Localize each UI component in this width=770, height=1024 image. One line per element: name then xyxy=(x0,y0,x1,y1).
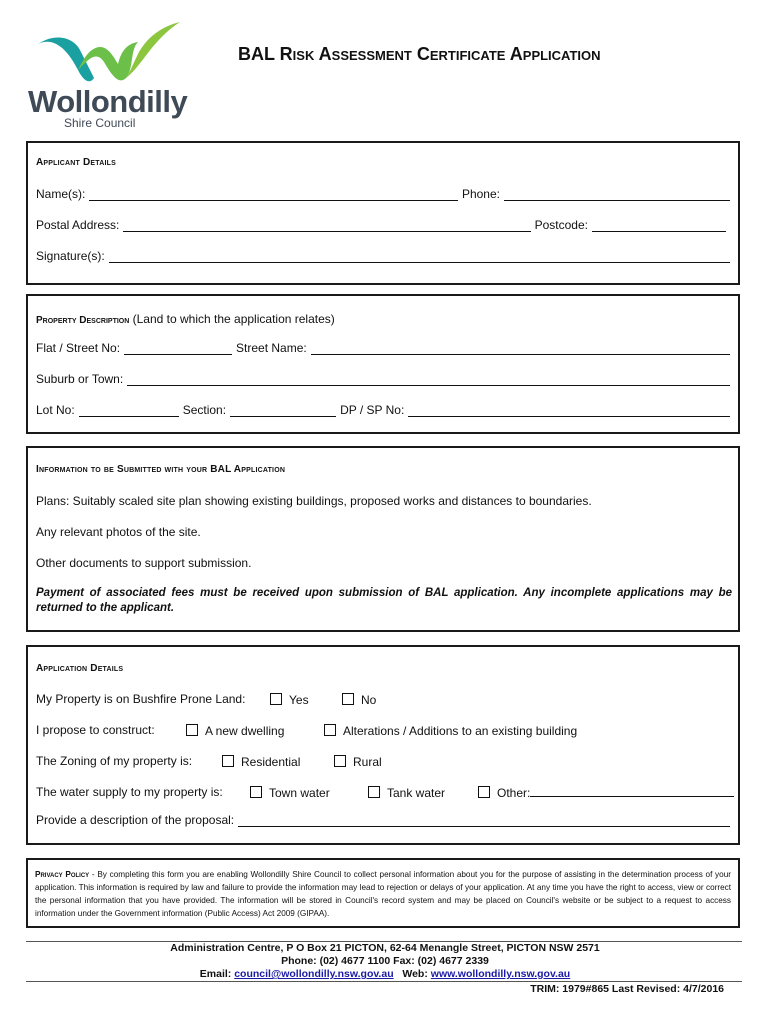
footer-address: Administration Centre, P O Box 21 PICTON, 62-64 Menangle Street, PICTON NSW 2571 xyxy=(170,942,600,954)
construct-question-label: I propose to construct: xyxy=(36,723,155,737)
option-label: No xyxy=(361,693,377,707)
description-label: Provide a description of the proposal: xyxy=(36,813,235,827)
bushfire-question-label: My Property is on Bushfire Prone Land: xyxy=(36,692,246,706)
option-label: Alterations / Additions to an existing building xyxy=(343,724,578,738)
privacy-policy-section xyxy=(26,858,740,928)
street-name-field[interactable] xyxy=(311,342,730,355)
water-other-field[interactable] xyxy=(530,795,734,797)
option-label: Yes xyxy=(289,693,309,707)
construct-new-dwelling-option[interactable] xyxy=(186,723,284,738)
suburb-field[interactable] xyxy=(127,373,730,386)
logo-wave-icon xyxy=(34,20,184,92)
zoning-residential-option[interactable] xyxy=(222,754,300,769)
postcode-field[interactable] xyxy=(592,219,726,232)
suburb-label: Suburb or Town: xyxy=(36,372,124,386)
checkbox-icon[interactable] xyxy=(478,786,490,798)
application-details-heading: Application Details xyxy=(36,663,124,674)
privacy-text xyxy=(35,868,731,920)
bushfire-yes-option[interactable] xyxy=(270,692,309,707)
checkbox-icon[interactable] xyxy=(368,786,380,798)
checkbox-icon[interactable] xyxy=(324,724,336,736)
zoning-rural-option[interactable] xyxy=(334,754,382,769)
checkbox-icon[interactable] xyxy=(334,755,346,767)
email-label: Email: xyxy=(199,968,232,980)
postal-address-label: Postal Address: xyxy=(36,218,120,232)
footer-contact xyxy=(0,968,770,980)
section-label: Section: xyxy=(182,403,227,417)
applicant-details-section xyxy=(26,141,740,285)
property-heading: Property Description xyxy=(36,315,130,326)
option-label: A new dwelling xyxy=(205,724,285,738)
checkbox-icon[interactable] xyxy=(270,693,282,705)
payment-note: Payment of associated fees must be received upon submission of BAL application. Any incomplete applications may be returned to the applicant. xyxy=(36,587,732,614)
council-logo xyxy=(28,20,188,132)
property-description-section xyxy=(26,294,740,434)
option-label: Town water xyxy=(269,786,330,800)
option-label: Other: xyxy=(497,786,531,800)
water-tank-option[interactable] xyxy=(368,785,445,800)
option-label: Rural xyxy=(353,755,382,769)
property-heading-note: (Land to which the application relates) xyxy=(132,312,335,326)
description-field[interactable] xyxy=(238,814,730,827)
web-label: Web: xyxy=(402,968,428,980)
flat-street-no-field[interactable] xyxy=(124,342,232,355)
phone-field[interactable] xyxy=(504,188,730,201)
street-name-label: Street Name: xyxy=(236,341,307,355)
water-town-option[interactable] xyxy=(250,785,330,800)
dp-sp-no-label: DP / SP No: xyxy=(340,403,405,417)
names-field[interactable] xyxy=(89,188,458,201)
privacy-body: - By completing this form you are enabling Wollondilly Shire Council to collect personal information about you for the purpose of assisting in the determination process of your application. This information is required by law and failure to provide the information may lead to rejection or delays of your application. At any time you have the right to access, view or correct the personal information that you have provided. The information will be stored in Council's record system and may be placed on Council's website or be subject to a request to access information under the Government information (Public Access) Act 2009 (GIPAA). xyxy=(35,870,731,918)
applicant-heading: Applicant Details xyxy=(36,157,116,168)
signature-label: Signature(s): xyxy=(36,249,105,263)
water-question-label: The water supply to my property is: xyxy=(36,785,223,799)
phone-label: Phone: xyxy=(461,187,500,201)
zoning-question-label: The Zoning of my property is: xyxy=(36,754,193,768)
web-link[interactable]: www.wollondilly.nsw.gov.au xyxy=(430,968,571,980)
dp-sp-no-field[interactable] xyxy=(408,404,730,417)
water-other-option[interactable] xyxy=(478,785,530,800)
names-label: Name(s): xyxy=(36,187,86,201)
option-label: Tank water xyxy=(387,786,446,800)
checkbox-icon[interactable] xyxy=(186,724,198,736)
information-section xyxy=(26,446,740,632)
footer-divider-2 xyxy=(26,981,742,982)
email-link[interactable]: council@wollondilly.nsw.gov.au xyxy=(234,968,394,980)
postcode-label: Postcode: xyxy=(534,218,588,232)
postal-address-field[interactable] xyxy=(123,219,530,232)
footer-phone-fax: Phone: (02) 4677 1100 Fax: (02) 4677 2339 xyxy=(281,955,489,967)
info-item-other-docs: Other documents to support submission. xyxy=(36,556,252,570)
flat-street-no-label: Flat / Street No: xyxy=(36,341,121,355)
trim-reference: TRIM: 1979#865 Last Revised: 4/7/2016 xyxy=(530,983,724,995)
privacy-title: Privacy Policy xyxy=(35,870,90,879)
option-label: Residential xyxy=(241,755,301,769)
application-details-section xyxy=(26,645,740,845)
information-heading: Information to be Submitted with your BAL Application xyxy=(36,464,286,475)
checkbox-icon[interactable] xyxy=(342,693,354,705)
lot-no-field[interactable] xyxy=(79,404,179,417)
checkbox-icon[interactable] xyxy=(222,755,234,767)
section-field[interactable] xyxy=(230,404,336,417)
logo-subtitle: Shire Council xyxy=(64,116,136,130)
lot-no-label: Lot No: xyxy=(36,403,75,417)
info-item-photos: Any relevant photos of the site. xyxy=(36,525,201,539)
bushfire-no-option[interactable] xyxy=(342,692,376,707)
checkbox-icon[interactable] xyxy=(250,786,262,798)
page-title: BAL Risk Assessment Certificate Application xyxy=(238,44,601,64)
info-item-plans: Plans: Suitably scaled site plan showing existing buildings, proposed works and distances to boundaries. xyxy=(36,494,592,508)
signature-field[interactable] xyxy=(109,250,730,263)
construct-alterations-option[interactable] xyxy=(324,723,577,738)
logo-name: Wollondilly xyxy=(28,84,188,119)
